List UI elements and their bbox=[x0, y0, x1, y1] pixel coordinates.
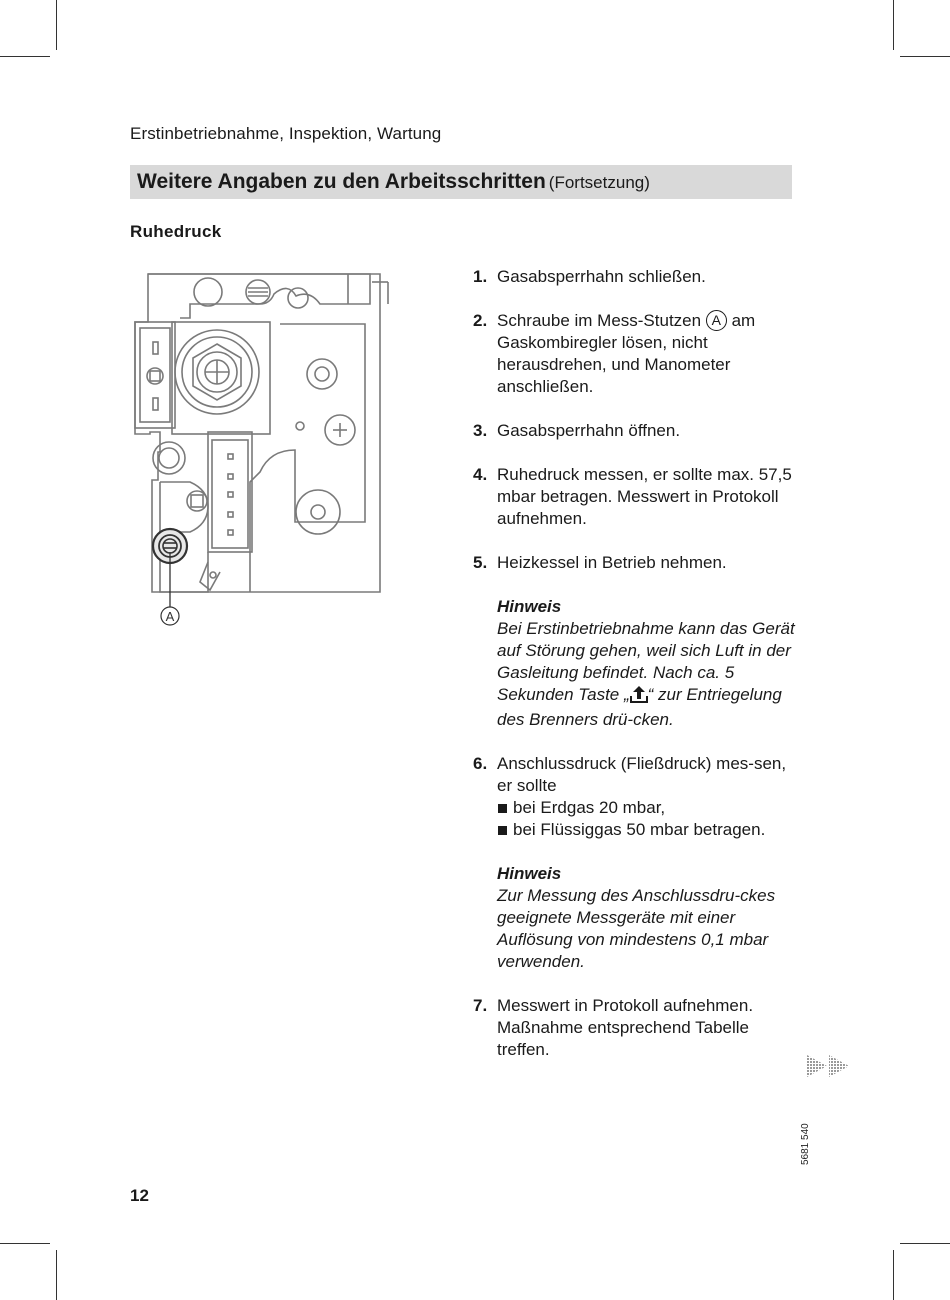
step-1 bbox=[473, 266, 803, 288]
title-sub-text: (Fortsetzung) bbox=[548, 173, 650, 192]
bullet-item bbox=[497, 797, 803, 819]
figure-callout-a: A bbox=[165, 609, 175, 624]
page-number: 12 bbox=[130, 1186, 149, 1205]
step-6 bbox=[473, 753, 803, 841]
step-2 bbox=[473, 310, 803, 398]
step-text: Gasabsperrhahn schließen. bbox=[497, 267, 706, 286]
step-number: 3. bbox=[473, 421, 488, 440]
section-heading: Ruhedruck bbox=[130, 222, 222, 241]
reset-icon bbox=[630, 685, 648, 709]
callout-a-marker: A bbox=[706, 310, 727, 331]
step-number: 5. bbox=[473, 553, 488, 572]
step-text-part: am Gaskombiregler lösen, nicht herausdrehen, und Manometer anschließen. bbox=[497, 311, 756, 396]
step-number: 2. bbox=[473, 311, 488, 330]
step-text bbox=[497, 310, 803, 398]
document-code: 5681 540 bbox=[800, 1123, 811, 1165]
note-text bbox=[497, 618, 803, 731]
note-title: Hinweis bbox=[497, 864, 562, 883]
step-3 bbox=[473, 420, 803, 442]
note-text: Zur Messung des Anschlussdru-ckes geeignete Messgeräte mit einer Auflösung von mindestens 0,1 mbar verwenden. bbox=[497, 886, 776, 971]
note-title: Hinweis bbox=[497, 597, 562, 616]
step-number: 7. bbox=[473, 996, 488, 1015]
step-text: Ruhedruck messen, er sollte max. 57,5 mbar betragen. Messwert in Protokoll aufnehmen. bbox=[497, 465, 792, 528]
gas-valve-figure bbox=[120, 262, 420, 632]
crop-mark bbox=[0, 1243, 50, 1244]
bullet-square-icon bbox=[498, 804, 507, 813]
step-text-part: Schraube im Mess-Stutzen bbox=[497, 311, 702, 330]
page-title bbox=[137, 170, 650, 194]
running-head: Erstinbetriebnahme, Inspektion, Wartung bbox=[130, 124, 442, 143]
step-number: 6. bbox=[473, 754, 488, 773]
crop-mark bbox=[56, 1250, 57, 1300]
gas-valve-drawing bbox=[120, 262, 420, 632]
crop-mark bbox=[900, 1243, 950, 1244]
bullet-square-icon bbox=[498, 826, 507, 835]
step-text: Heizkessel in Betrieb nehmen. bbox=[497, 553, 727, 572]
step-number: 1. bbox=[473, 267, 488, 286]
step-5 bbox=[473, 552, 803, 574]
note-text-part: Bei Erstinbetriebnahme kann das Gerät auf Störung gehen, weil sich Luft in der Gasleitung befindet. Nach ca. 5 Sekunden Taste „ bbox=[497, 619, 795, 704]
bullet-text: bei Flüssiggas 50 mbar betragen. bbox=[513, 820, 766, 839]
bullet-text: bei Erdgas 20 mbar, bbox=[513, 798, 666, 817]
step-4 bbox=[473, 464, 803, 530]
bullet-item bbox=[497, 819, 803, 841]
step-text: Gasabsperrhahn öffnen. bbox=[497, 421, 681, 440]
crop-mark bbox=[893, 1250, 894, 1300]
crop-mark bbox=[56, 0, 57, 50]
step-text: Anschlussdruck (Fließdruck) mes-sen, er sollte bbox=[497, 754, 787, 795]
step-list bbox=[473, 266, 803, 1083]
title-main-text: Weitere Angaben zu den Arbeitsschritten bbox=[137, 170, 546, 193]
note-text-part: “ zur Entriegelung des Brenners drü-cken. bbox=[497, 685, 782, 729]
step-7 bbox=[473, 995, 803, 1061]
crop-mark bbox=[893, 0, 894, 50]
note-measurement bbox=[473, 863, 803, 973]
crop-mark bbox=[0, 56, 50, 57]
crop-mark bbox=[900, 56, 950, 57]
continue-arrows-icon bbox=[807, 1055, 851, 1082]
note-reset bbox=[473, 596, 803, 731]
section-title-bar bbox=[130, 165, 792, 199]
step-text: Messwert in Protokoll aufnehmen. Maßnahme entsprechend Tabelle treffen. bbox=[497, 996, 754, 1059]
step-number: 4. bbox=[473, 465, 488, 484]
